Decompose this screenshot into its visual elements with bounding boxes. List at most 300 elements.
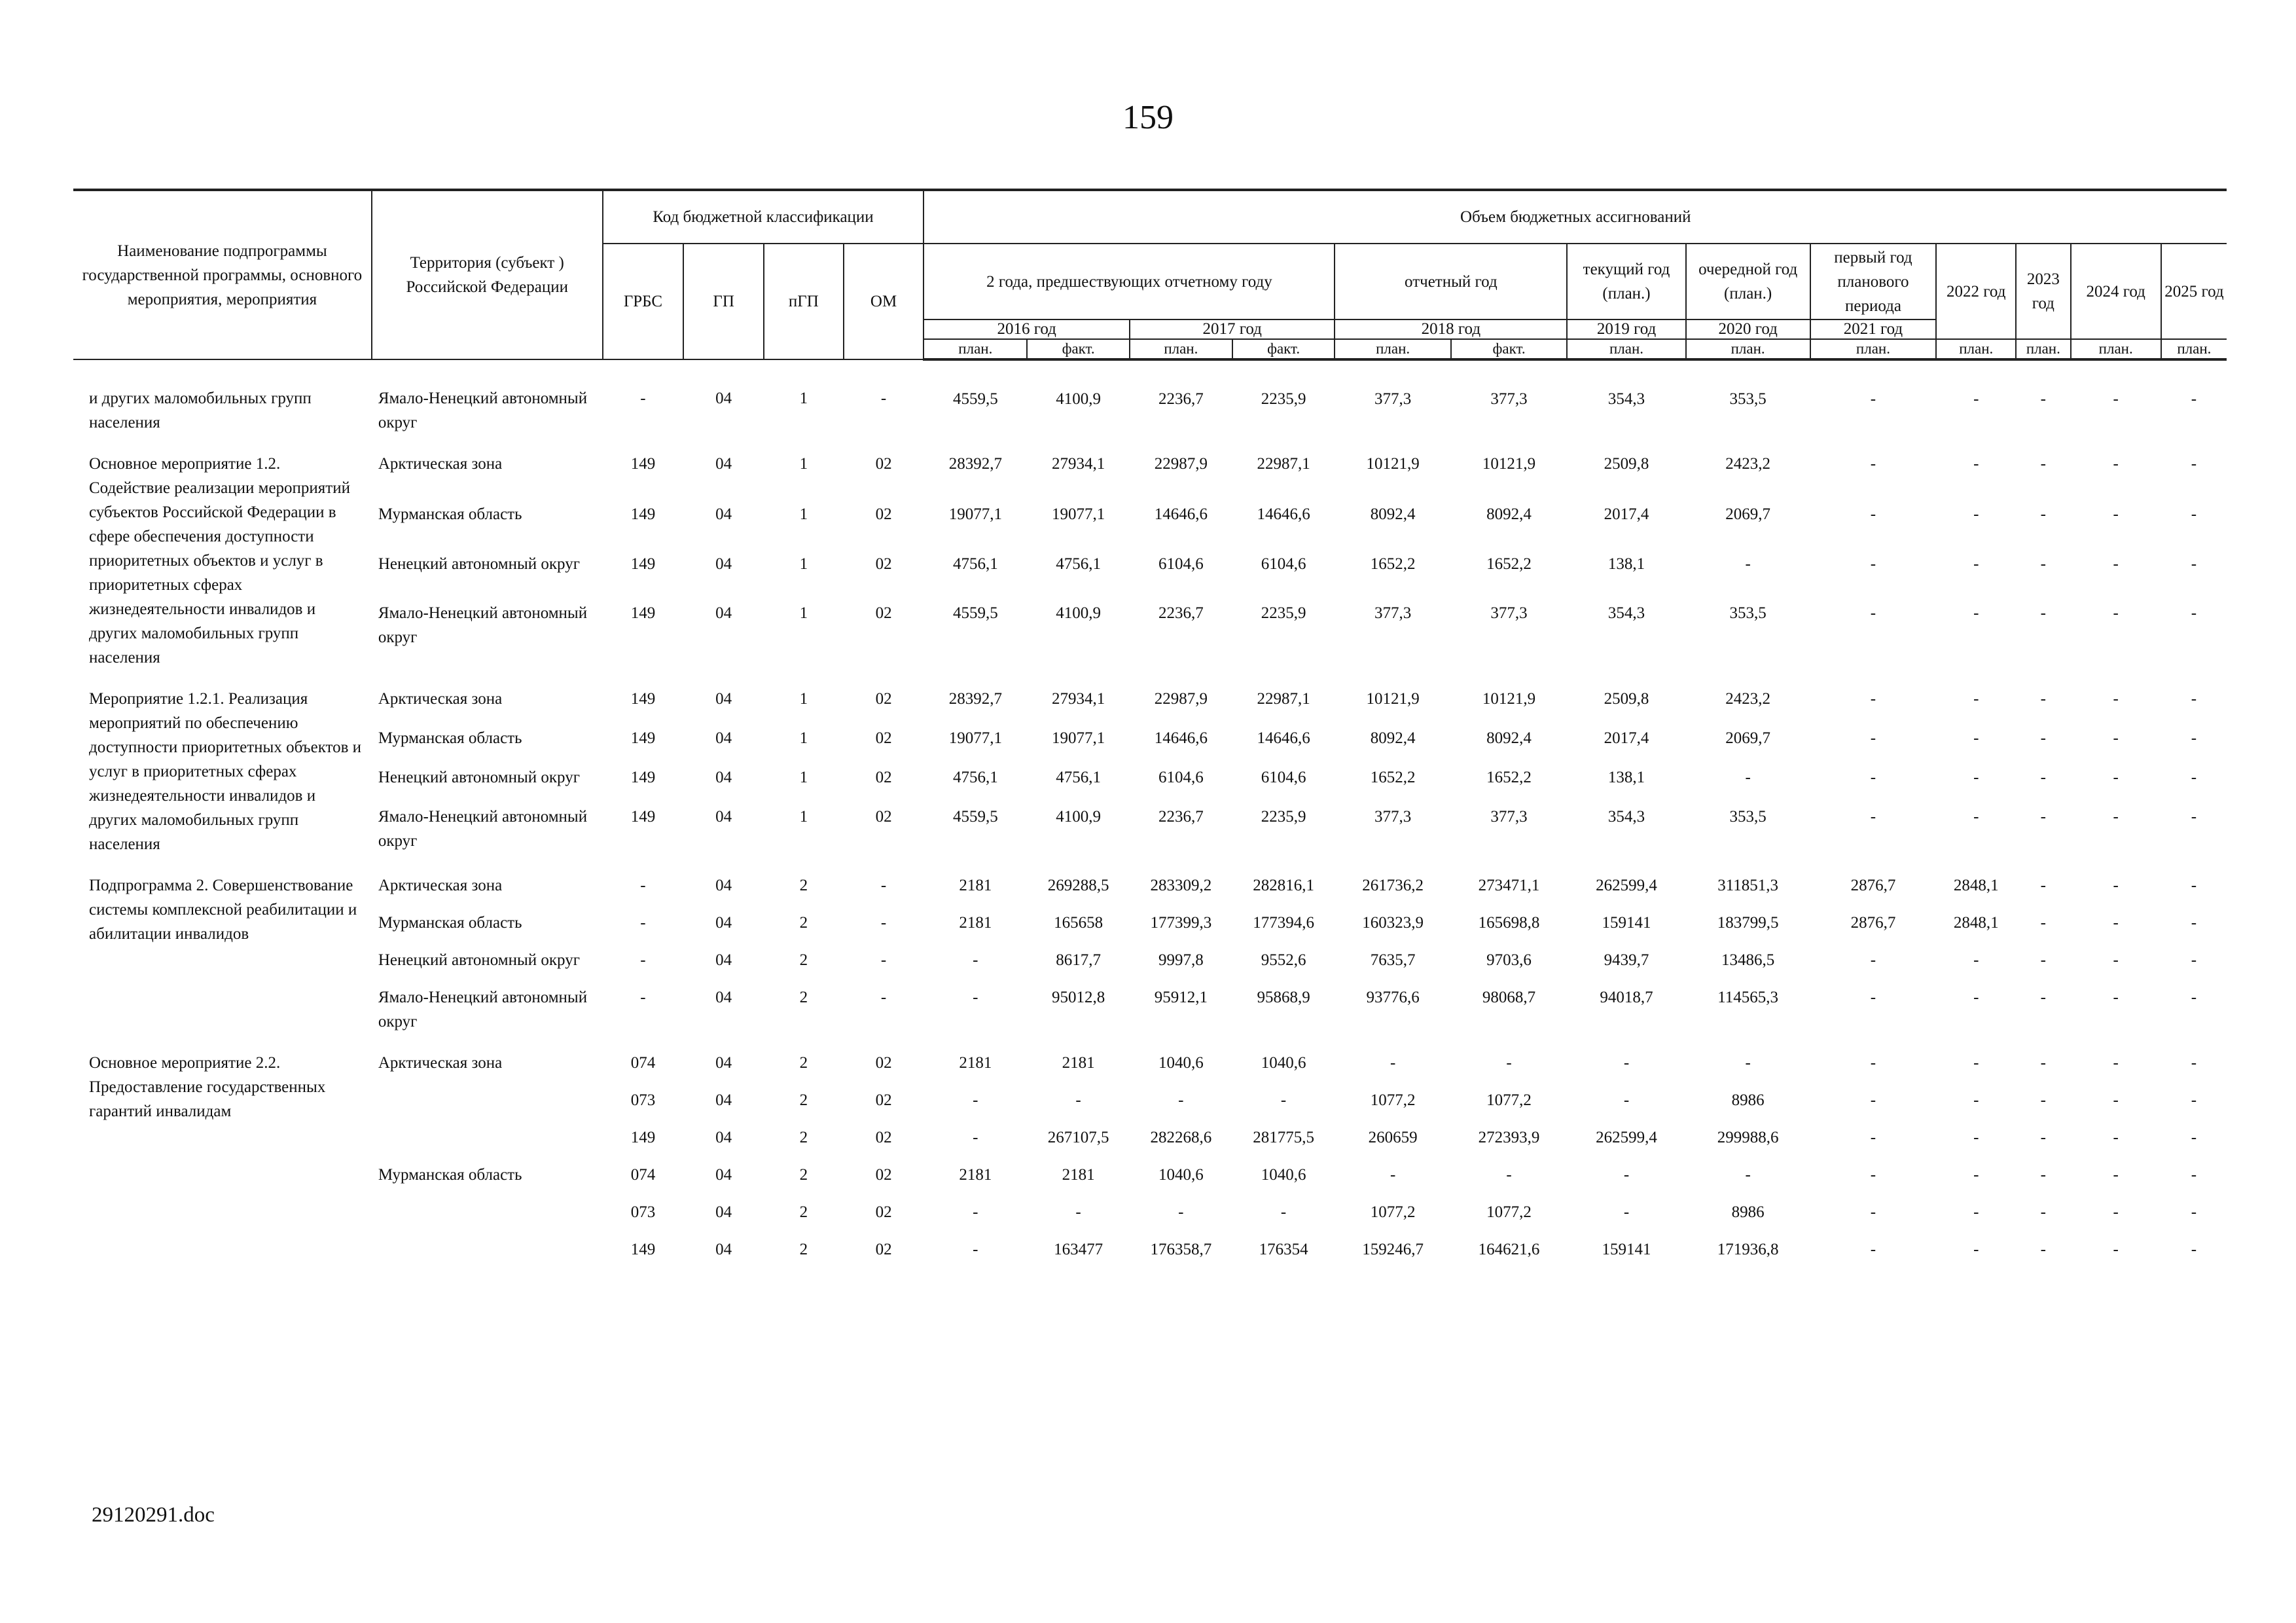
- value-cell: 1652,2: [1486, 555, 1532, 573]
- value-cell: -: [2040, 729, 2046, 748]
- value-cell: 6104,6: [1261, 769, 1306, 787]
- value-cell: -: [2191, 729, 2197, 748]
- value-cell: 354,3: [1607, 390, 1645, 408]
- value-cell: 2181: [1062, 1166, 1095, 1184]
- col-year-2021: 2021 год: [1810, 319, 1937, 339]
- value-cell: -: [640, 877, 646, 894]
- value-cell: 14646,6: [1154, 505, 1208, 524]
- value-cell: -: [1973, 951, 1979, 969]
- value-cell: -: [1506, 1166, 1512, 1184]
- value-cell: 149: [630, 455, 656, 473]
- value-cell: 377,3: [1490, 604, 1528, 623]
- value-cell: 10121,9: [1482, 690, 1536, 708]
- territory-cell: Ненецкий автономный округ: [378, 769, 580, 787]
- value-cell: 95912,1: [1154, 989, 1208, 1006]
- value-cell: 27934,1: [1051, 690, 1105, 708]
- value-cell: -: [2040, 1203, 2046, 1221]
- value-cell: 6104,6: [1158, 555, 1204, 573]
- value-cell: 1652,2: [1486, 769, 1532, 787]
- value-cell: -: [1870, 604, 1876, 623]
- value-cell: 2848,1: [1953, 877, 1999, 894]
- value-cell: 10121,9: [1366, 690, 1420, 708]
- value-cell: -: [880, 877, 887, 894]
- value-cell: 04: [715, 989, 732, 1006]
- value-cell: 074: [630, 1054, 656, 1072]
- value-cell: 2181: [959, 1166, 992, 1184]
- value-cell: 9997,8: [1158, 951, 1204, 969]
- value-cell: 2236,7: [1158, 604, 1204, 623]
- value-cell: 176358,7: [1150, 1241, 1212, 1258]
- value-cell: 2181: [1062, 1054, 1095, 1072]
- value-cell: -: [973, 989, 978, 1006]
- value-cell: 159246,7: [1362, 1241, 1424, 1258]
- value-cell: -: [640, 951, 646, 969]
- value-cell: -: [2040, 505, 2046, 524]
- value-cell: -: [1870, 1166, 1876, 1184]
- value-cell: 1: [799, 729, 808, 748]
- territory-cell: Мурманская область: [378, 1166, 522, 1184]
- table-row: [73, 797, 2227, 862]
- value-cell: -: [2040, 1166, 2046, 1184]
- value-cell: 04: [715, 877, 732, 894]
- value-cell: 114565,3: [1717, 989, 1779, 1006]
- value-cell: 04: [715, 1054, 732, 1072]
- col-fact: факт.: [1027, 339, 1130, 359]
- value-cell: -: [2113, 1054, 2119, 1072]
- value-cell: 14646,6: [1154, 729, 1208, 748]
- value-cell: 04: [715, 808, 732, 826]
- col-pgp: пГП: [764, 244, 844, 359]
- value-cell: 04: [715, 729, 732, 748]
- value-cell: 19077,1: [1051, 729, 1105, 748]
- value-cell: 04: [715, 555, 732, 573]
- value-cell: 183799,5: [1717, 914, 1779, 932]
- value-cell: 2: [799, 1054, 808, 1072]
- value-cell: 8092,4: [1486, 729, 1532, 748]
- value-cell: 04: [715, 505, 732, 524]
- value-cell: -: [2040, 877, 2046, 894]
- value-cell: 22987,9: [1154, 690, 1208, 708]
- value-cell: -: [880, 951, 887, 969]
- value-cell: 93776,6: [1366, 989, 1420, 1006]
- value-cell: 1: [799, 690, 808, 708]
- value-cell: -: [973, 1129, 978, 1146]
- col-plan: план.: [1810, 339, 1937, 359]
- value-cell: 2509,8: [1604, 690, 1649, 708]
- value-cell: 4559,5: [952, 390, 998, 408]
- value-cell: -: [2040, 1091, 2046, 1109]
- value-cell: 1: [799, 390, 808, 407]
- value-cell: 2017,4: [1604, 505, 1649, 524]
- value-cell: -: [1506, 1054, 1512, 1072]
- value-cell: 22987,1: [1257, 455, 1310, 473]
- value-cell: -: [2040, 604, 2046, 623]
- col-volume-header: Объем бюджетных ассигнований: [924, 190, 2227, 244]
- value-cell: -: [2191, 808, 2197, 826]
- value-cell: 02: [875, 604, 892, 623]
- col-plan: план.: [1686, 339, 1810, 359]
- value-cell: 149: [630, 1129, 656, 1146]
- value-cell: 14646,6: [1257, 505, 1310, 524]
- value-cell: 272393,9: [1478, 1129, 1540, 1146]
- value-cell: 19077,1: [1051, 505, 1105, 524]
- value-cell: 4100,9: [1056, 808, 1101, 826]
- table-body: [73, 359, 2227, 1267]
- value-cell: -: [2113, 690, 2119, 708]
- col-2022: 2022 год: [1936, 244, 2016, 339]
- value-cell: 2423,2: [1725, 690, 1771, 708]
- value-cell: 074: [630, 1166, 656, 1184]
- value-cell: 14646,6: [1257, 729, 1310, 748]
- value-cell: -: [1870, 729, 1876, 748]
- value-cell: 2236,7: [1158, 390, 1204, 408]
- value-cell: 4756,1: [1056, 769, 1101, 787]
- value-cell: 159141: [1602, 914, 1651, 932]
- col-name-header: Наименование подпрограммы государственной программы, основного мероприятия, мероприятия: [73, 190, 372, 359]
- value-cell: -: [2040, 555, 2046, 573]
- value-cell: -: [2040, 769, 2046, 787]
- value-cell: -: [1075, 1091, 1081, 1109]
- value-cell: 377,3: [1374, 808, 1412, 826]
- col-year-2018: 2018 год: [1335, 319, 1567, 339]
- col-year-2017: 2017 год: [1130, 319, 1335, 339]
- value-cell: -: [2191, 1241, 2197, 1258]
- value-cell: -: [1623, 1091, 1630, 1109]
- col-plan: план.: [924, 339, 1027, 359]
- table-row: [73, 718, 2227, 757]
- value-cell: 9552,6: [1261, 951, 1306, 969]
- col-grbs: ГРБС: [603, 244, 684, 359]
- col-plan: план.: [1936, 339, 2016, 359]
- value-cell: -: [1280, 1091, 1287, 1109]
- value-cell: -: [2040, 455, 2046, 473]
- value-cell: 165698,8: [1478, 914, 1540, 932]
- value-cell: -: [2113, 808, 2119, 826]
- territory-cell: Ямало-Ненецкий автономный округ: [378, 989, 588, 1030]
- value-cell: 171936,8: [1717, 1241, 1779, 1258]
- value-cell: 19077,1: [948, 505, 1002, 524]
- value-cell: 22987,9: [1154, 455, 1208, 473]
- value-cell: 2: [799, 1129, 808, 1146]
- value-cell: 4559,5: [952, 808, 998, 826]
- row-name-cell: Основное мероприятие 2.2. Предоставление государственных гарантий инвалидам: [89, 1054, 326, 1120]
- value-cell: 1040,6: [1158, 1054, 1204, 1072]
- col-om: ОМ: [844, 244, 924, 359]
- row-name-cell: Основное мероприятие 1.2. Содействие реализации мероприятий субъектов Российской Федерации в сфере обеспечения доступности приоритетных объектов и услуг в приоритетных сферах жизнедеятельности инвалидов и других маломобильных групп населения: [89, 455, 350, 666]
- value-cell: -: [2113, 769, 2119, 787]
- value-cell: 2509,8: [1604, 455, 1649, 473]
- value-cell: 19077,1: [948, 729, 1002, 748]
- value-cell: 2: [799, 1166, 808, 1184]
- value-cell: -: [1870, 808, 1876, 826]
- value-cell: 149: [630, 729, 656, 748]
- value-cell: -: [1623, 1054, 1630, 1072]
- value-cell: -: [2113, 604, 2119, 623]
- value-cell: -: [1973, 390, 1979, 408]
- value-cell: 2181: [959, 877, 992, 894]
- territory-cell: Мурманская область: [378, 914, 522, 932]
- value-cell: 6104,6: [1158, 769, 1204, 787]
- territory-cell: Ненецкий автономный округ: [378, 555, 580, 573]
- table-row: [73, 440, 2227, 494]
- value-cell: -: [1973, 505, 1979, 524]
- value-cell: 283309,2: [1150, 877, 1212, 894]
- table-row: [73, 757, 2227, 797]
- value-cell: 13486,5: [1721, 951, 1775, 969]
- value-cell: -: [1973, 1166, 1979, 1184]
- value-cell: -: [2191, 877, 2197, 894]
- value-cell: -: [640, 914, 646, 932]
- col-current-year: текущий год (план.): [1567, 244, 1686, 319]
- territory-cell: Арктическая зона: [378, 455, 503, 473]
- value-cell: 377,3: [1374, 604, 1412, 623]
- value-cell: -: [1745, 1166, 1751, 1184]
- value-cell: 073: [630, 1203, 656, 1221]
- value-cell: -: [2113, 455, 2119, 473]
- value-cell: 1040,6: [1261, 1054, 1306, 1072]
- value-cell: -: [2191, 1203, 2197, 1221]
- value-cell: -: [640, 989, 646, 1006]
- value-cell: 1: [799, 604, 808, 623]
- value-cell: -: [1870, 769, 1876, 787]
- col-plan: план.: [2016, 339, 2071, 359]
- value-cell: 377,3: [1490, 808, 1528, 826]
- value-cell: 165658: [1054, 914, 1103, 932]
- value-cell: -: [1075, 1203, 1081, 1221]
- value-cell: 138,1: [1607, 555, 1645, 573]
- value-cell: -: [880, 390, 887, 407]
- table-row: [73, 544, 2227, 594]
- table-row: [73, 1039, 2227, 1080]
- value-cell: 22987,1: [1257, 690, 1310, 708]
- value-cell: -: [2113, 1241, 2119, 1258]
- value-cell: -: [2040, 1129, 2046, 1146]
- col-fact: факт.: [1232, 339, 1335, 359]
- value-cell: 4756,1: [952, 769, 998, 787]
- value-cell: 2848,1: [1953, 914, 1999, 932]
- value-cell: 2017,4: [1604, 729, 1649, 748]
- value-cell: -: [2040, 1054, 2046, 1072]
- value-cell: -: [1973, 1054, 1979, 1072]
- value-cell: -: [2040, 989, 2046, 1006]
- value-cell: 261736,2: [1362, 877, 1424, 894]
- value-cell: 9439,7: [1604, 951, 1649, 969]
- value-cell: -: [1973, 555, 1979, 573]
- value-cell: 299988,6: [1717, 1129, 1779, 1146]
- value-cell: 377,3: [1374, 390, 1412, 408]
- value-cell: 02: [875, 1203, 892, 1221]
- value-cell: -: [1390, 1054, 1396, 1072]
- value-cell: 159141: [1602, 1241, 1651, 1258]
- value-cell: -: [880, 914, 887, 932]
- value-cell: -: [2191, 1091, 2197, 1109]
- value-cell: 02: [875, 1241, 892, 1258]
- value-cell: 262599,4: [1596, 877, 1657, 894]
- value-cell: -: [2191, 951, 2197, 969]
- table-row: [73, 1155, 2227, 1192]
- value-cell: 04: [715, 604, 732, 623]
- value-cell: 04: [715, 1203, 732, 1221]
- col-code-header: Код бюджетной классификации: [603, 190, 924, 244]
- value-cell: -: [2191, 455, 2197, 473]
- value-cell: 1: [799, 555, 808, 573]
- value-cell: -: [2113, 877, 2119, 894]
- value-cell: -: [2113, 1203, 2119, 1221]
- value-cell: 7635,7: [1370, 951, 1416, 969]
- col-plan: план.: [2071, 339, 2161, 359]
- value-cell: 02: [875, 729, 892, 748]
- value-cell: -: [2191, 914, 2197, 932]
- value-cell: -: [1870, 455, 1876, 473]
- value-cell: -: [1745, 769, 1751, 787]
- value-cell: 149: [630, 808, 656, 826]
- value-cell: 8986: [1731, 1091, 1765, 1109]
- value-cell: 10121,9: [1366, 455, 1420, 473]
- table-row: [73, 593, 2227, 675]
- territory-cell: Мурманская область: [378, 729, 522, 748]
- value-cell: -: [1870, 1129, 1876, 1146]
- value-cell: -: [1973, 455, 1979, 473]
- value-cell: 28392,7: [948, 690, 1002, 708]
- value-cell: -: [2113, 390, 2119, 408]
- value-cell: -: [2040, 808, 2046, 826]
- value-cell: 98068,7: [1482, 989, 1536, 1006]
- value-cell: 149: [630, 505, 656, 524]
- table-row: [73, 862, 2227, 903]
- value-cell: 282268,6: [1150, 1129, 1212, 1146]
- value-cell: -: [1973, 1241, 1979, 1258]
- value-cell: 354,3: [1607, 808, 1645, 826]
- budget-table: [73, 189, 2227, 1267]
- value-cell: 2876,7: [1850, 877, 1896, 894]
- value-cell: -: [2191, 690, 2197, 708]
- value-cell: -: [2191, 769, 2197, 787]
- value-cell: -: [1870, 1203, 1876, 1221]
- value-cell: 4756,1: [1056, 555, 1101, 573]
- territory-cell: Ямало-Ненецкий автономный округ: [378, 390, 588, 431]
- value-cell: 149: [630, 604, 656, 623]
- territory-cell: Арктическая зона: [378, 1054, 503, 1072]
- value-cell: -: [1973, 729, 1979, 748]
- territory-cell: Ямало-Ненецкий автономный округ: [378, 604, 588, 647]
- value-cell: -: [880, 989, 887, 1006]
- value-cell: -: [2113, 555, 2119, 573]
- value-cell: -: [1973, 1129, 1979, 1146]
- value-cell: 149: [630, 555, 656, 573]
- value-cell: 149: [630, 769, 656, 787]
- value-cell: 2235,9: [1261, 604, 1306, 623]
- value-cell: 377,3: [1490, 390, 1528, 408]
- value-cell: 177394,6: [1253, 914, 1314, 932]
- table-row: [73, 359, 2227, 440]
- col-year-2016: 2016 год: [924, 319, 1130, 339]
- territory-cell: Мурманская область: [378, 505, 522, 524]
- value-cell: -: [1178, 1203, 1184, 1221]
- value-cell: -: [973, 1203, 978, 1221]
- value-cell: 2423,2: [1725, 455, 1771, 473]
- value-cell: 4100,9: [1056, 604, 1101, 623]
- col-fact: факт.: [1451, 339, 1567, 359]
- value-cell: -: [1870, 1091, 1876, 1109]
- value-cell: 6104,6: [1261, 555, 1306, 573]
- value-cell: -: [2040, 914, 2046, 932]
- value-cell: -: [1870, 690, 1876, 708]
- table-row: [73, 675, 2227, 718]
- col-plan: план.: [1567, 339, 1686, 359]
- value-cell: 138,1: [1607, 769, 1645, 787]
- value-cell: -: [2040, 1241, 2046, 1258]
- value-cell: 2876,7: [1850, 914, 1896, 932]
- value-cell: -: [973, 1091, 978, 1109]
- value-cell: -: [973, 1241, 978, 1258]
- value-cell: 073: [630, 1091, 656, 1109]
- territory-cell: Ямало-Ненецкий автономный округ: [378, 808, 588, 850]
- table-row: [73, 494, 2227, 544]
- value-cell: -: [1973, 690, 1979, 708]
- value-cell: 2: [799, 877, 808, 894]
- value-cell: -: [2191, 555, 2197, 573]
- table-row: [73, 977, 2227, 1039]
- value-cell: -: [1745, 555, 1751, 573]
- value-cell: 2235,9: [1261, 808, 1306, 826]
- value-cell: 04: [715, 769, 732, 787]
- value-cell: 1040,6: [1261, 1166, 1306, 1184]
- value-cell: 9703,6: [1486, 951, 1532, 969]
- value-cell: -: [1973, 989, 1979, 1006]
- value-cell: -: [2113, 951, 2119, 969]
- col-report-year: отчетный год: [1335, 244, 1567, 319]
- value-cell: 1: [799, 505, 808, 524]
- col-year-2019: 2019 год: [1567, 319, 1686, 339]
- row-name-cell: Мероприятие 1.2.1. Реализация мероприятий по обеспечению доступности приоритетных объектов и услуг в приоритетных сферах жизнедеятельности инвалидов и других маломобильных групп населения: [89, 690, 362, 853]
- value-cell: 2: [799, 914, 808, 932]
- value-cell: 02: [875, 808, 892, 826]
- value-cell: 2236,7: [1158, 808, 1204, 826]
- value-cell: -: [1973, 1203, 1979, 1221]
- value-cell: 2: [799, 1091, 808, 1109]
- value-cell: 02: [875, 1129, 892, 1146]
- col-2023: 2023 год: [2016, 244, 2071, 339]
- value-cell: 1077,2: [1486, 1091, 1532, 1109]
- row-name-cell: Подпрограмма 2. Совершенствование системы комплексной реабилитации и абилитации инвалидов: [89, 877, 357, 943]
- value-cell: 1652,2: [1370, 555, 1416, 573]
- value-cell: 353,5: [1729, 390, 1767, 408]
- territory-cell: Арктическая зона: [378, 877, 503, 894]
- value-cell: -: [2191, 505, 2197, 524]
- col-next-year: очередной год (план.): [1686, 244, 1810, 319]
- row-name-cell: и других маломобильных групп населения: [89, 390, 312, 431]
- value-cell: 1: [799, 808, 808, 826]
- value-cell: -: [2191, 1129, 2197, 1146]
- value-cell: 2: [799, 1203, 808, 1221]
- value-cell: 354,3: [1607, 604, 1645, 623]
- table-header: [73, 190, 2227, 359]
- value-cell: 02: [875, 1091, 892, 1109]
- value-cell: 267107,5: [1047, 1129, 1109, 1146]
- col-2025: 2025 год: [2161, 244, 2227, 339]
- col-plan: план.: [1335, 339, 1450, 359]
- value-cell: 282816,1: [1253, 877, 1314, 894]
- value-cell: 04: [715, 1166, 732, 1184]
- value-cell: -: [1745, 1054, 1751, 1072]
- value-cell: -: [2113, 1166, 2119, 1184]
- value-cell: -: [2040, 390, 2046, 408]
- value-cell: 28392,7: [948, 455, 1002, 473]
- value-cell: -: [1870, 1241, 1876, 1258]
- col-territory-header: Территория (субъект ) Российской Федерации: [372, 190, 603, 359]
- value-cell: 95012,8: [1051, 989, 1105, 1006]
- value-cell: 1: [799, 769, 808, 787]
